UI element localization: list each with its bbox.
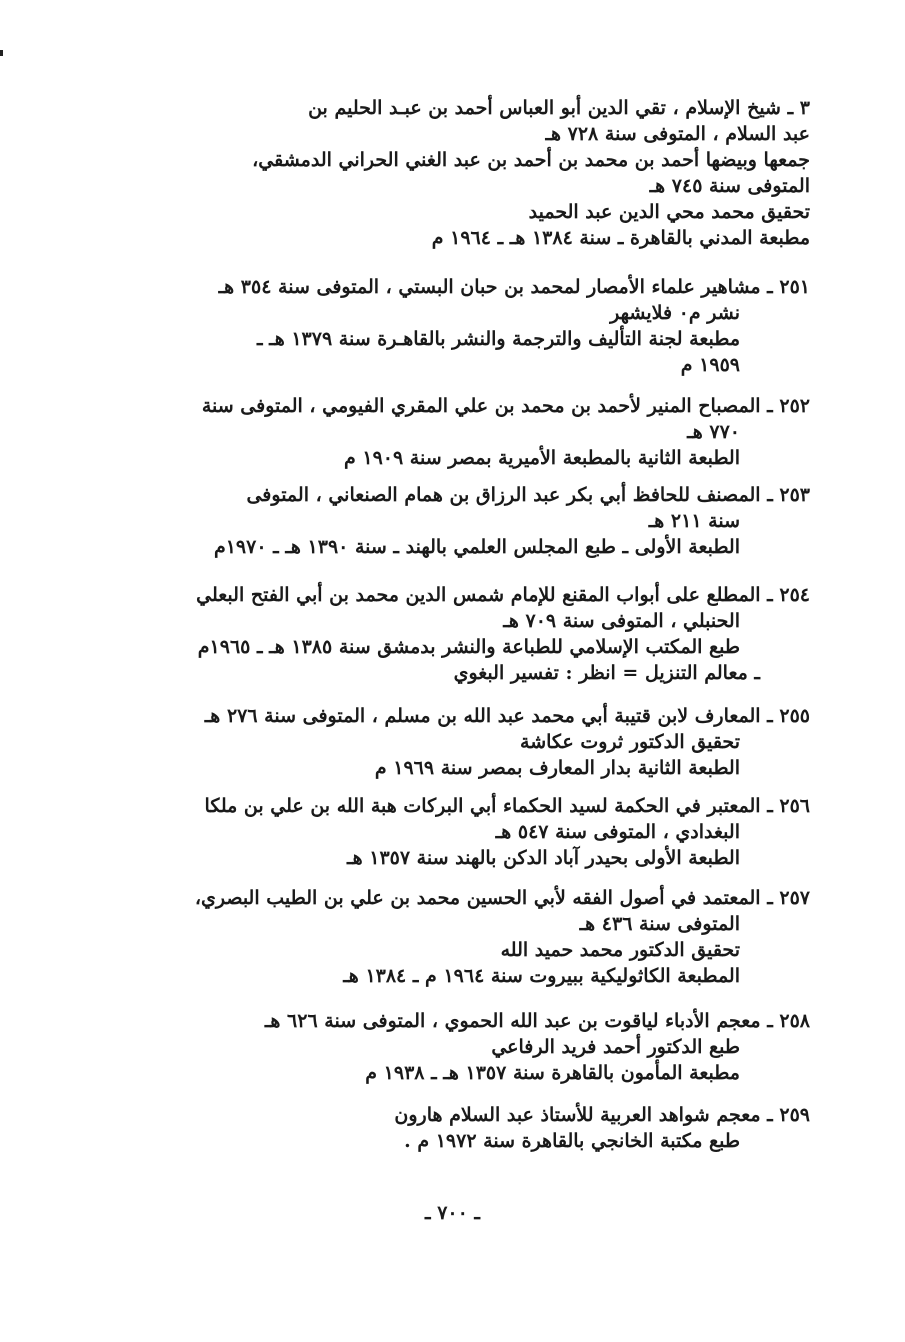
entry-line: سنة ٢١١ هـ [648, 510, 740, 532]
entry-line: الحنبلي ، المتوفى سنة ٧٠٩ هـ [503, 610, 740, 632]
entry-251 [219, 274, 810, 378]
entry-line: ٢٥١ ـ مشاهير علماء الأمصار لمحمد بن حبان البستي ، المتوفى سنة ٣٥٤ هـ [218, 276, 810, 298]
entry-259 [394, 1102, 810, 1154]
entry-line: ٢٥٣ ـ المصنف للحافظ أبي بكر عبد الرزاق بن همام الصنعاني ، المتوفى [246, 484, 810, 506]
entry-line: الطبعة الأولى ـ طبع المجلس العلمي بالهند ـ سنة ١٣٩٠ هـ ـ ١٩٧٠م [213, 536, 740, 558]
entry-line: ٢٥٥ ـ المعارف لابن قتيبة أبي محمد عبد الله بن مسلم ، المتوفى سنة ٢٧٦ هـ [204, 705, 810, 727]
entry-line: ١٩٥٩ م [680, 354, 740, 376]
entry-line: المتوفى سنة ٧٤٥ هـ [649, 175, 810, 197]
entry-line: ٢٥٢ ـ المصباح المنير لأحمد بن محمد بن علي المقري الفيومي ، المتوفى سنة [201, 395, 810, 417]
entry-line: ـ معالم التنزيل = انظر : تفسير البغوي [453, 662, 760, 684]
entry-line: ٢٥٨ ـ معجم الأدباء لياقوت بن عبد الله الحموي ، المتوفى سنة ٦٢٦ هـ [264, 1010, 810, 1032]
entry-line: جمعها وبيضها أحمد بن محمد بن أحمد بن عبد الغني الحراني الدمشقي، [252, 149, 810, 171]
entry-line: ٢٥٩ ـ معجم شواهد العربية للأستاذ عبد السلام هارون [394, 1104, 810, 1126]
entry-line: تحقيق الدكتور ثروت عكاشة [520, 731, 740, 753]
entry-line: المطبعة الكاثوليكية ببيروت سنة ١٩٦٤ م ـ ١٣٨٤ هـ [343, 965, 740, 987]
entry-line: طبع المكتب الإسلامي للطباعة والنشر بدمشق سنة ١٣٨٥ هـ ـ ١٩٦٥م [197, 636, 740, 658]
entry-line: المتوفى سنة ٤٣٦ هـ [579, 913, 740, 935]
entry-256 [205, 793, 810, 871]
entry-255 [205, 703, 810, 781]
entry-line: تحقيق الدكتور محمد حميد الله [500, 939, 740, 961]
entry-line: ٢٥٤ ـ المطلع على أبواب المقنع للإمام شمس الدين محمد بن أبي الفتح البعلي [196, 584, 810, 606]
entry-line: مطبعة المأمون بالقاهرة سنة ١٣٥٧ هـ ـ ١٩٣٨ م [365, 1062, 740, 1084]
entry-line: ٢٥٧ ـ المعتمد في أصول الفقه لأبي الحسين محمد بن علي بن الطيب البصري، [194, 887, 810, 909]
entry-line: طبع مكتبة الخانجي بالقاهرة سنة ١٩٧٢ م . [404, 1130, 740, 1152]
entry-257 [195, 885, 810, 989]
entry-line: نشر م٠ فلايشهر [610, 302, 740, 324]
entry-line: الطبعة الثانية بالمطبعة الأميرية بمصر سنة ١٩٠٩ م [343, 447, 740, 469]
entry-line: الطبعة الأولى بحيدر آباد الدكن بالهند سنة ١٣٥٧ هـ [347, 847, 740, 869]
entry-line: الطبعة الثانية بدار المعارف بمصر سنة ١٩٦٩ م [374, 757, 740, 779]
entry-line: تحقيق محمد محي الدين عبد الحميد [528, 201, 810, 223]
margin-mark [0, 50, 3, 56]
entry-line: عبد السلام ، المتوفى سنة ٧٢٨ هـ [545, 123, 810, 145]
entry-250-continued [252, 95, 810, 251]
entry-254 [196, 582, 810, 686]
entry-line: ٧٧٠ هـ [687, 421, 740, 443]
entry-line: ٢٥٦ ـ المعتبر في الحكمة لسيد الحكماء أبي البركات هبة الله بن علي بن ملكا [204, 795, 810, 817]
entry-line: ٣ ـ شيخ الإسلام ، تقي الدين أبو العباس أحمد بن عبـد الحليم بن [308, 97, 810, 119]
entry-258 [265, 1008, 810, 1086]
entry-line: طبع الدكتور أحمد فريد الرفاعي [491, 1036, 740, 1058]
entry-253 [214, 482, 810, 560]
entry-line: البغدادي ، المتوفى سنة ٥٤٧ هـ [495, 821, 740, 843]
entry-line: مطبعة لجنة التأليف والترجمة والنشر بالقاهـرة سنة ١٣٧٩ هـ ـ [256, 328, 740, 350]
page-number: ـ ٧٠٠ ـ [425, 1202, 480, 1224]
entry-252 [202, 393, 810, 471]
entry-line: مطبعة المدني بالقاهرة ـ سنة ١٣٨٤ هـ ـ ١٩٦٤ م [431, 227, 810, 249]
